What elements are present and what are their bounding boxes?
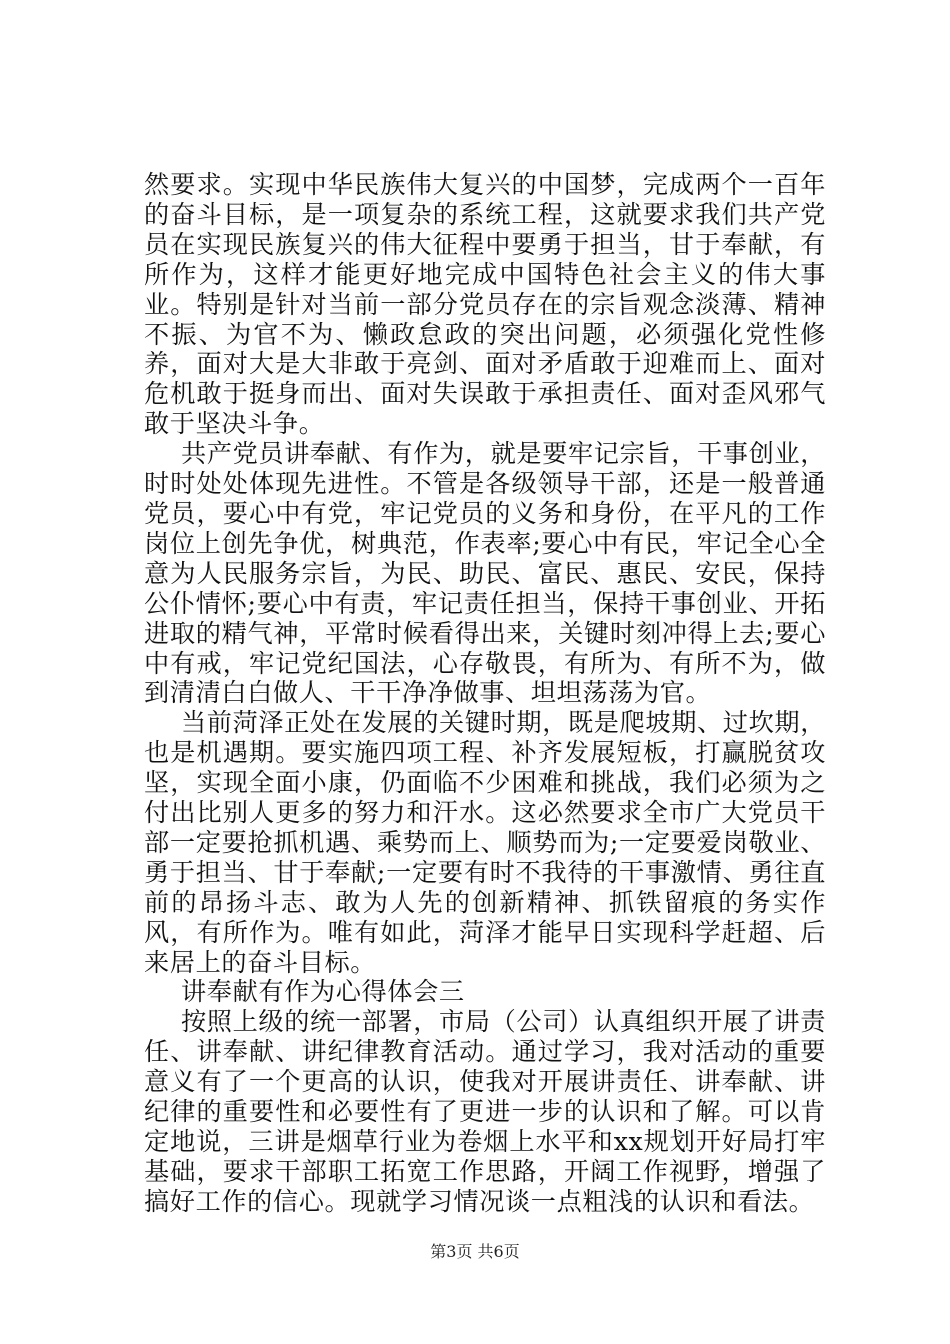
document-body — [144, 170, 826, 1217]
body-paragraph-2: 共产党员讲奉献、有作为，就是要牢记宗旨，干事创业，时时处处体现先进性。不管是各级领导干部，还是一般普通党员，要心中有党，牢记党员的义务和身份，在平凡的工作岗位上创先争优，树典范，作表率;要心中有民，牢记全心全意为人民服务宗旨，为民、助民、富民、惠民、安民，保持公仆情怀;要心中有责，牢记责任担当，保持干事创业、开拓进取的精气神，平常时候看得出来，关键时刻冲得上去;要心中有戒，牢记党纪国法，心存敬畏，有所为、有所不为，做到清清白白做人、干干净净做事、坦坦荡荡为官。 — [144, 439, 826, 708]
body-paragraph-1: 然要求。实现中华民族伟大复兴的中国梦，完成两个一百年的奋斗目标，是一项复杂的系统工程，这就要求我们共产党员在实现民族复兴的伟大征程中要勇于担当，甘于奉献，有所作为，这样才能更好地完成中国特色社会主义的伟大事业。特别是针对当前一部分党员存在的宗旨观念淡薄、精神不振、为官不为、懒政怠政的突出问题，必须强化党性修养，面对大是大非敢于亮剑、面对矛盾敢于迎难而上、面对危机敢于挺身而出、面对失误敢于承担责任、面对歪风邪气敢于坚决斗争。 — [144, 170, 826, 439]
section-paragraph: 按照上级的统一部署，市局（公司）认真组织开展了讲责任、讲奉献、讲纪律教育活动。通过学习，我对活动的重要意义有了一个更高的认识，使我对开展讲责任、讲奉献、讲纪律的重要性和必要性有了更进一步的认识和了解。可以肯定地说，三讲是烟草行业为卷烟上水平和xx规划开好局打牢基础，要求干部职工拓宽工作思路，开阔工作视野，增强了搞好工作的信心。现就学习情况谈一点粗浅的认识和看法。 — [144, 1007, 826, 1216]
section-heading: 讲奉献有作为心得体会三 — [181, 977, 465, 1007]
page-footer: 第3页 共6页 — [430, 1242, 520, 1261]
body-paragraph-3: 当前菏泽正处在发展的关键时期，既是爬坡期、过坎期，也是机遇期。要实施四项工程、补齐发展短板，打赢脱贫攻坚，实现全面小康，仍面临不少困难和挑战，我们必须为之付出比别人更多的努力和汗水。这必然要求全市广大党员干部一定要抢抓机遇、乘势而上、顺势而为;一定要爱岗敬业、勇于担当、甘于奉献;一定要有时不我待的干事激情、勇往直前的昂扬斗志、敢为人先的创新精神、抓铁留痕的务实作风，有所作为。唯有如此，菏泽才能早日实现科学赶超、后来居上的奋斗目标。 — [144, 708, 826, 977]
